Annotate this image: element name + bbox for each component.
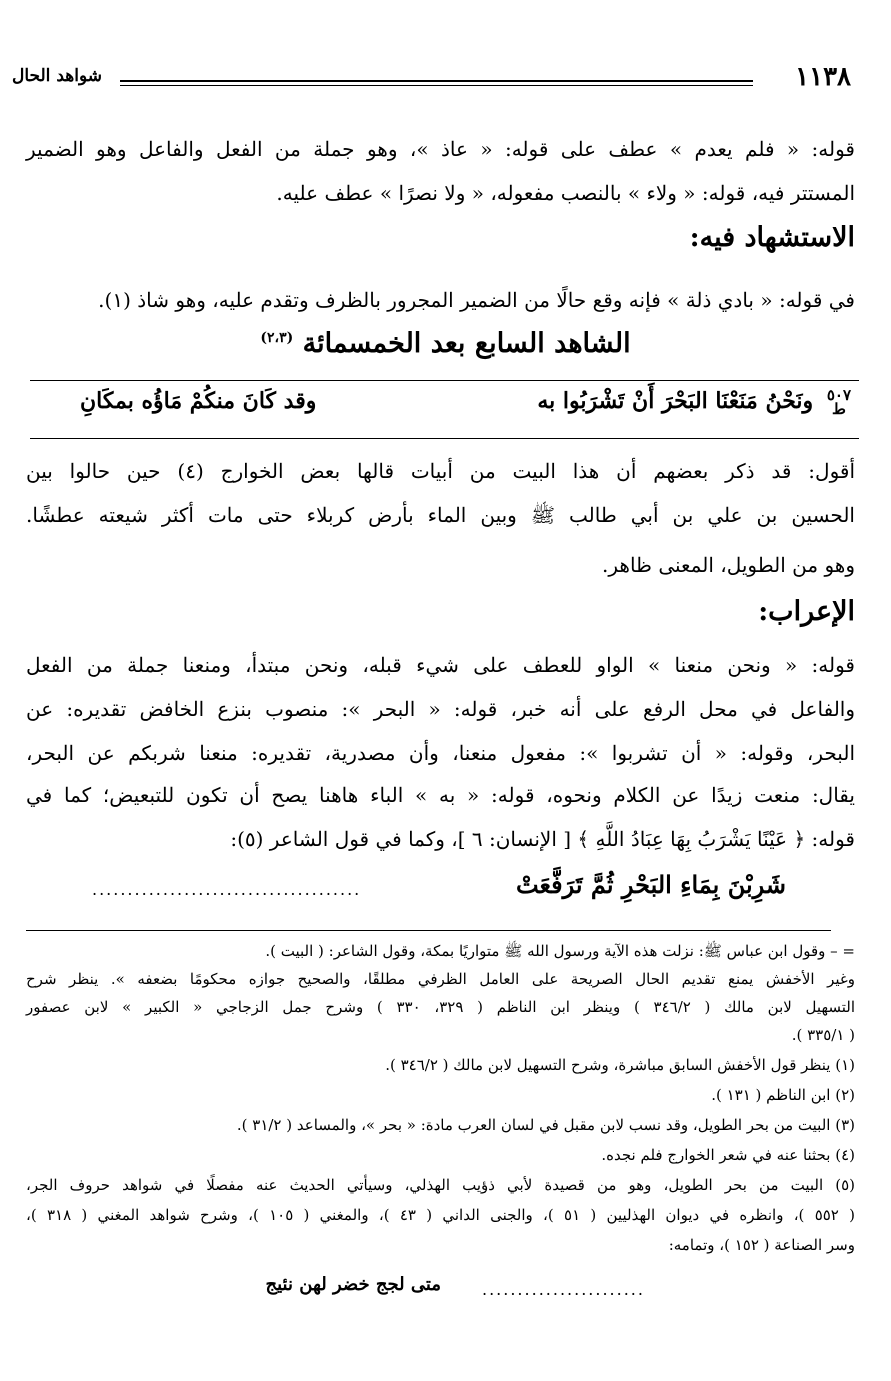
footnote-line: وسر الصناعة ( ١٥٢ )، وتمامه: xyxy=(668,1236,855,1254)
footnote-3: (٣) البيت من بحر الطويل، وقد نسب لابن مقبل في لسان العرب مادة: « بحر »، والمساعد ( ٣١/٢ ). xyxy=(236,1116,855,1134)
footnote-line: وغير الأخفش يمنع تقديم الحال الصريحة على العامل الظرفي مطلقًا، والصحيح جوازه محكومًا بضعفه ». ينظر شرح xyxy=(26,970,855,988)
text-line: البحر، وقوله: « أن تشربوا »: مفعول منعنا، وأن مصدرية، تقديره: منعنا شربكم عن البحر، xyxy=(26,741,855,765)
verse-first-half xyxy=(537,388,851,416)
section-title xyxy=(0,328,891,359)
footnote-line: ( ٣٣٥/١ ). xyxy=(791,1026,855,1044)
verse-bottom-rule xyxy=(30,438,859,439)
footnote-verse: متى لجج خضر لهن نئيج xyxy=(265,1274,441,1295)
footnote-verse-dots: ....................... xyxy=(482,1280,645,1299)
header-rule xyxy=(120,80,753,86)
footnote-5: (٥) البيت من بحر الطويل، وهو من قصيدة لأبي ذؤيب الهذلي، وسيأتي الحديث عنه مفصلًا في شواهد حروف الجر، xyxy=(26,1176,855,1194)
poem-line: شَرِبْنَ بِمَاءِ البَحْرِ ثُمَّ تَرَفَّعَتْ xyxy=(515,870,786,899)
verse-number-value: ٥٠٧ xyxy=(826,386,851,404)
text-line: قوله: ﴿ عَيْنًا يَشْرَبُ بِهَا عِبَادُ اللَّهِ ﴾ [ الإنسان: ٦ ]، وكما في قول الشاعر (٥): xyxy=(230,827,855,851)
verse-meter-mark: ط xyxy=(831,400,846,418)
text-line: الحسين بن علي بن أبي طالب ﷺ وبين الماء بأرض كربلاء حتى مات أكثر شيعته عطشًا. xyxy=(26,503,855,527)
text-line: المستتر فيه، قوله: « ولاء » بالنصب مفعوله، « ولا نصرًا » عطف عليه. xyxy=(276,181,855,205)
text-line: وهو من الطويل، المعنى ظاهر. xyxy=(602,553,855,577)
section-title-note: (٢،٣) xyxy=(260,330,294,346)
footnote-line: التسهيل لابن مالك ( ٣٤٦/٢ ) وينظر ابن الناظم ( ٣٢٩، ٣٣٠ ) وشرح جمل الزجاجي « الكبير » لابن عصفور xyxy=(26,998,856,1016)
heading-istishhad: الاستشهاد فيه: xyxy=(689,222,855,253)
footnote-2: (٢) ابن الناظم ( ١٣١ ). xyxy=(711,1086,855,1104)
verse-top-rule xyxy=(30,380,859,381)
text-line: والفاعل في محل الرفع على أنه خبر، قوله: « البحر »: منصوب بنزع الخافض تقديره: عن xyxy=(26,697,855,721)
text-line: قوله: « فلم يعدم » عطف على قوله: « عاذ »، وهو جملة من الفعل والفاعل وهو الضمير xyxy=(26,137,855,161)
verse-second-half: وقد كَانَ منكُمْ مَاؤُه بمكَانِ xyxy=(80,388,317,414)
text-line: قوله: « ونحن منعنا » الواو للعطف على شيء قبله، ونحن مبتدأ، ومنعنا جملة من الفعل xyxy=(26,653,855,677)
footnote-1: (١) ينظر قول الأخفش السابق مباشرة، وشرح التسهيل لابن مالك ( ٣٤٦/٢ ). xyxy=(385,1056,855,1074)
text-line: يقال: منعت زيدًا عن الكلام ونحوه، قوله: « به » الباء هاهنا يصح أن تكون للتبعيض؛ كما في xyxy=(26,783,855,807)
footnote-rule xyxy=(26,930,831,931)
running-header-title: شواهد الحال xyxy=(12,66,102,86)
footnote-line: ( ٥٥٢ )، وانظره في ديوان الهذليين ( ٥١ )، والجنى الداني ( ٤٣ )، والمغني ( ١٠٥ )، وشرح شواهد المغني ( ٣١٨ )، xyxy=(26,1206,855,1224)
verse-first-half-text: ونَحْنُ مَنَعْنَا البَحْرَ أَنْ تَشْرَبُوا به xyxy=(537,388,814,414)
footnote-line: = – وقول ابن عباس ﷺ: نزلت هذه الآية ورسول الله ﷺ متواريًا بمكة، وقول الشاعر: ( البيت ). xyxy=(265,942,855,960)
verse-number xyxy=(827,388,851,416)
page-number: ١١٣٨ xyxy=(795,62,851,92)
section-title-text: الشاهد السابع بعد الخمسمائة xyxy=(302,328,631,359)
heading-irab: الإعراب: xyxy=(758,596,855,627)
text-line: أقول: قد ذكر بعضهم أن هذا البيت من أبيات قالها بعض الخوارج (٤) حين حالوا بين xyxy=(26,459,856,483)
poem-dots: ...................................... xyxy=(92,880,362,899)
footnote-4: (٤) بحثنا عنه في شعر الخوارج فلم نجده. xyxy=(601,1146,855,1164)
text-line: في قوله: « بادي ذلة » فإنه وقع حالًا من الضمير المجرور بالظرف وتقدم عليه، وهو شاذ (١). xyxy=(98,288,855,312)
